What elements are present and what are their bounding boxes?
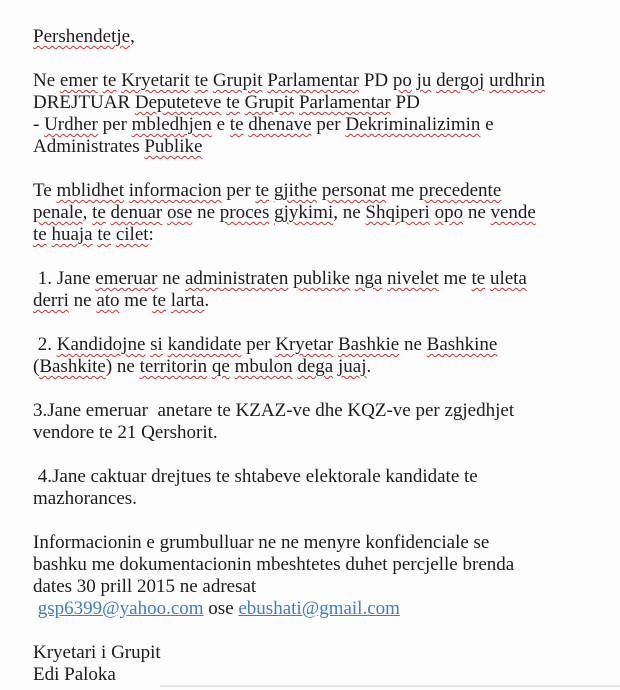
misspelled-word: Shqiperi bbox=[365, 202, 430, 223]
misspelled-word: personat bbox=[321, 180, 387, 201]
misspelled-word: te bbox=[226, 92, 240, 113]
text-line bbox=[33, 488, 608, 510]
text-run: Administrates bbox=[33, 136, 145, 157]
text-line bbox=[33, 136, 608, 158]
misspelled-word: huaja bbox=[51, 224, 93, 245]
misspelled-word: qe bbox=[211, 356, 230, 377]
misspelled-word: Kryetar bbox=[275, 334, 334, 355]
text-line bbox=[33, 268, 608, 290]
text-line bbox=[33, 642, 608, 664]
misspelled-word: opo bbox=[434, 202, 464, 223]
text-run: per bbox=[241, 334, 276, 355]
misspelled-word: po bbox=[392, 70, 412, 91]
text-run: ( bbox=[33, 356, 40, 377]
text-run: , bbox=[82, 202, 93, 223]
text-line bbox=[33, 532, 608, 554]
paragraph bbox=[33, 268, 608, 312]
misspelled-word: te bbox=[229, 114, 244, 135]
paragraph bbox=[33, 532, 608, 620]
misspelled-word: informacion bbox=[128, 180, 222, 201]
misspelled-word: Publike bbox=[144, 136, 203, 157]
text-run: DREJTUAR bbox=[33, 92, 135, 113]
misspelled-word: proces bbox=[219, 202, 270, 223]
misspelled-word: Bashkine bbox=[426, 334, 498, 355]
misspelled-word: te bbox=[471, 268, 486, 289]
text-line bbox=[33, 554, 608, 576]
text-line bbox=[33, 290, 608, 312]
email-link[interactable]: ebushati@gmail.com bbox=[238, 598, 400, 619]
text-run: Te bbox=[33, 180, 57, 201]
text-run: mazhorances. bbox=[33, 488, 137, 509]
paragraph bbox=[33, 180, 608, 246]
text-run: 3.Jane emeruar anetare te KZAZ-ve dhe KQZ-ve per zgjedhjet bbox=[33, 400, 515, 421]
text-run: ose bbox=[203, 598, 239, 619]
misspelled-word: dergoj bbox=[436, 70, 485, 91]
text-run: dates 30 prill 2015 ne adresat bbox=[33, 576, 257, 597]
text-line bbox=[33, 114, 608, 136]
misspelled-word: te bbox=[152, 290, 166, 311]
text-run: e bbox=[211, 114, 230, 135]
text-run: : bbox=[148, 224, 154, 245]
text-line bbox=[33, 224, 608, 246]
misspelled-word: territorin bbox=[139, 356, 208, 377]
misspelled-word: mbulon bbox=[234, 356, 293, 377]
text-run: 1. Jane bbox=[33, 268, 96, 289]
text-line bbox=[33, 334, 608, 356]
text-line bbox=[33, 664, 608, 686]
text-line bbox=[33, 598, 608, 620]
misspelled-word: te bbox=[194, 70, 209, 91]
misspelled-word: ju bbox=[416, 70, 432, 91]
misspelled-word: Urdher bbox=[44, 114, 98, 135]
text-run: e bbox=[480, 114, 494, 135]
misspelled-word: derri bbox=[33, 290, 69, 311]
paragraph bbox=[33, 70, 608, 158]
misspelled-word: larta bbox=[170, 290, 205, 311]
text-run: me bbox=[119, 290, 153, 311]
misspelled-word: administraten bbox=[184, 268, 289, 289]
misspelled-word: emeruar bbox=[95, 268, 158, 289]
text-run: vendore te 21 Qershorit. bbox=[33, 422, 218, 443]
text-run: Kryetari i Grupit bbox=[33, 642, 161, 663]
text-line bbox=[33, 422, 608, 444]
misspelled-word: uleta bbox=[489, 268, 527, 289]
misspelled-word: Bashkie bbox=[338, 334, 400, 355]
text-run: ) ne bbox=[105, 356, 140, 377]
paragraph bbox=[33, 642, 608, 686]
paragraph bbox=[33, 334, 608, 378]
misspelled-word: ose bbox=[167, 202, 193, 223]
misspelled-word: denuar bbox=[110, 202, 163, 223]
misspelled-word: te bbox=[33, 224, 47, 245]
text-line bbox=[33, 356, 608, 378]
misspelled-word: Parlamentar bbox=[267, 70, 360, 91]
misspelled-word: urdhrin bbox=[489, 70, 546, 91]
misspelled-word: kandidate bbox=[167, 334, 242, 355]
misspelled-word: te bbox=[255, 180, 270, 201]
text-run: , ne bbox=[333, 202, 366, 223]
misspelled-word: gjykimi bbox=[274, 202, 334, 223]
misspelled-word: Dekriminalizimin bbox=[345, 114, 481, 135]
text-line bbox=[33, 400, 608, 422]
text-run: Edi Paloka bbox=[33, 664, 116, 685]
misspelled-word: si bbox=[150, 334, 163, 355]
text-run: per bbox=[97, 114, 132, 135]
text-run: . bbox=[204, 290, 210, 311]
text-run: ne bbox=[68, 290, 97, 311]
misspelled-word: ato bbox=[96, 290, 120, 311]
text-line bbox=[33, 202, 608, 224]
misspelled-word: Kryetarit bbox=[121, 70, 190, 91]
text-line bbox=[33, 92, 608, 114]
text-run: Informacionin e grumbulluar ne ne menyre konfidenciale se bbox=[33, 532, 490, 553]
paragraph bbox=[33, 26, 608, 48]
text-run: per bbox=[221, 180, 256, 201]
misspelled-word: penale bbox=[33, 202, 83, 223]
text-line bbox=[33, 70, 608, 92]
misspelled-word: vende bbox=[490, 202, 536, 223]
misspelled-word: publike bbox=[293, 268, 351, 289]
misspelled-word: te bbox=[97, 224, 112, 245]
text-run: . bbox=[366, 356, 372, 377]
misspelled-word: mbledhjen bbox=[131, 114, 212, 135]
misspelled-word: nivelet bbox=[387, 268, 439, 289]
text-run: ne bbox=[157, 268, 185, 289]
text-run: 4.Jane caktuar drejtues te shtabeve elektorale kandidate te bbox=[33, 466, 478, 487]
text-run: me bbox=[438, 268, 472, 289]
text-run: Ne bbox=[33, 70, 60, 91]
paragraph bbox=[33, 400, 608, 444]
text-run: ne bbox=[192, 202, 220, 223]
misspelled-word: dhenave bbox=[248, 114, 312, 135]
text-run: bashku me dokumentacionin mbeshtetes duhet percjelle brenda bbox=[33, 554, 515, 575]
text-run: ne bbox=[399, 334, 427, 355]
text-run: me bbox=[386, 180, 419, 201]
page-edge-artifact bbox=[160, 685, 620, 687]
text-run: per bbox=[311, 114, 346, 135]
text-run: PD bbox=[390, 92, 420, 113]
misspelled-word: te bbox=[102, 70, 117, 91]
letter-document bbox=[33, 26, 608, 690]
paragraph bbox=[33, 466, 608, 510]
text-line bbox=[33, 180, 608, 202]
misspelled-word: te bbox=[92, 202, 106, 223]
text-run: 2. bbox=[33, 334, 57, 355]
misspelled-word: Parlamentar bbox=[298, 92, 391, 113]
misspelled-word: precedente bbox=[419, 180, 502, 201]
misspelled-word: juaj bbox=[338, 356, 367, 377]
misspelled-word: gjithe bbox=[273, 180, 318, 201]
text-run: PD bbox=[359, 70, 393, 91]
misspelled-word: emer bbox=[59, 70, 98, 91]
text-line bbox=[33, 26, 608, 48]
text-line bbox=[33, 466, 608, 488]
misspelled-word: mblidhet bbox=[56, 180, 125, 201]
misspelled-word: Pershendetje bbox=[33, 26, 131, 47]
misspelled-word: Grupit bbox=[244, 92, 295, 113]
misspelled-word: dega bbox=[297, 356, 334, 377]
text-line bbox=[33, 576, 608, 598]
text-run: - bbox=[33, 114, 45, 135]
misspelled-word: nga bbox=[354, 268, 383, 289]
misspelled-word: cilet bbox=[115, 224, 149, 245]
misspelled-word: Deputeteve bbox=[134, 92, 222, 113]
misspelled-word: Bashkite bbox=[39, 356, 106, 377]
misspelled-word: Grupit bbox=[212, 70, 263, 91]
misspelled-word: Kandidojne bbox=[56, 334, 146, 355]
text-run: , bbox=[130, 26, 135, 47]
email-link[interactable]: gsp6399@yahoo.com bbox=[37, 598, 204, 619]
text-run: ne bbox=[463, 202, 491, 223]
